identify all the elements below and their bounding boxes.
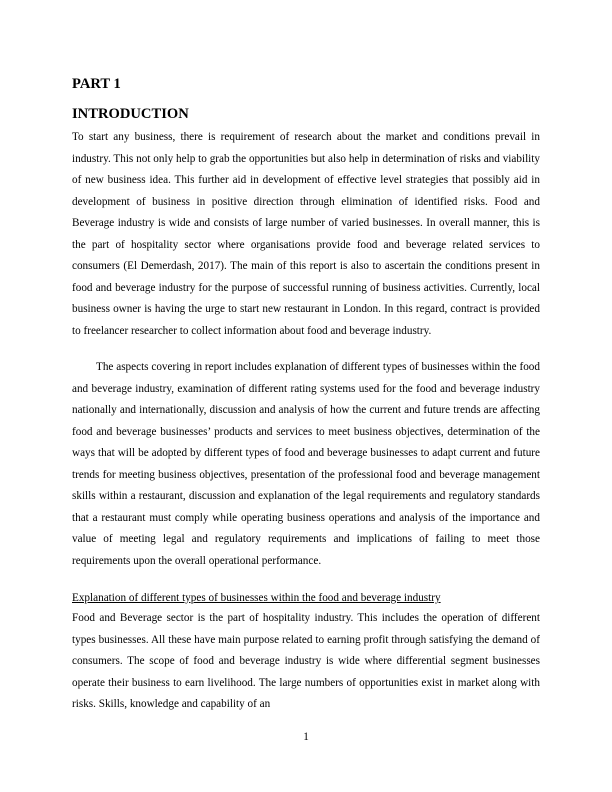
business-types-paragraph: Food and Beverage sector is the part of hospitality industry. This includes the operation of different types businesses. All these have main purpose related to earning profit through satisfying the demand of consumers. The scope of food and beverage industry is wide where differential segment businesses operate their business to earn livelihood. The large numbers of opportunities exist in market along with risks. Skills, knowledge and capability of an	[72, 612, 540, 710]
page-number: 1	[303, 731, 309, 743]
intro-paragraph-1: To start any business, there is requirement of research about the market and conditions prevail in industry. This not only help to grab the opportunities but also help in determination of risks and viability of new business idea. This further aid in development of effective level strategies that possibly aid in development of business in positive direction through elimination of identified risks. Food and Beverage industry is wide and consists of large number of varied businesses. In overall manner, this is the part of hospitality sector where organisations provide food and beverage related services to consumers (El Demerdash, 2017). The main of this report is also to ascertain the conditions present in food and beverage industry for the purpose of successful running of business activities. Currently, local business owner is having the urge to start new restaurant in London. In this regard, contract is provided to freelancer researcher to collect information about food and beverage industry.	[72, 131, 540, 337]
section-heading-introduction: INTRODUCTION	[72, 106, 189, 122]
intro-paragraph-2: The aspects covering in report includes explanation of different types of businesses within the food and beverage industry, examination of different rating systems used for the food and beverage industry nationally and internationally, discussion and analysis of how the current and future trends are affecting food and beverage businesses’ products and services to meet business objectives, determination of the ways that will be adopted by different types of food and beverage businesses to adapt current and future trends for meeting business objectives, presentation of the professional food and beverage management skills within a restaurant, discussion and explanation of the legal requirements and regulatory standards that a restaurant must comply while operating business operations and analysis of the importance and value of meeting legal and regulatory requirements and implications of failing to meet those requirements upon the overall operational performance.	[72, 361, 540, 567]
part-heading: PART 1	[72, 76, 121, 92]
subheading-business-types: Explanation of different types of businesses within the food and beverage industry	[72, 592, 441, 604]
